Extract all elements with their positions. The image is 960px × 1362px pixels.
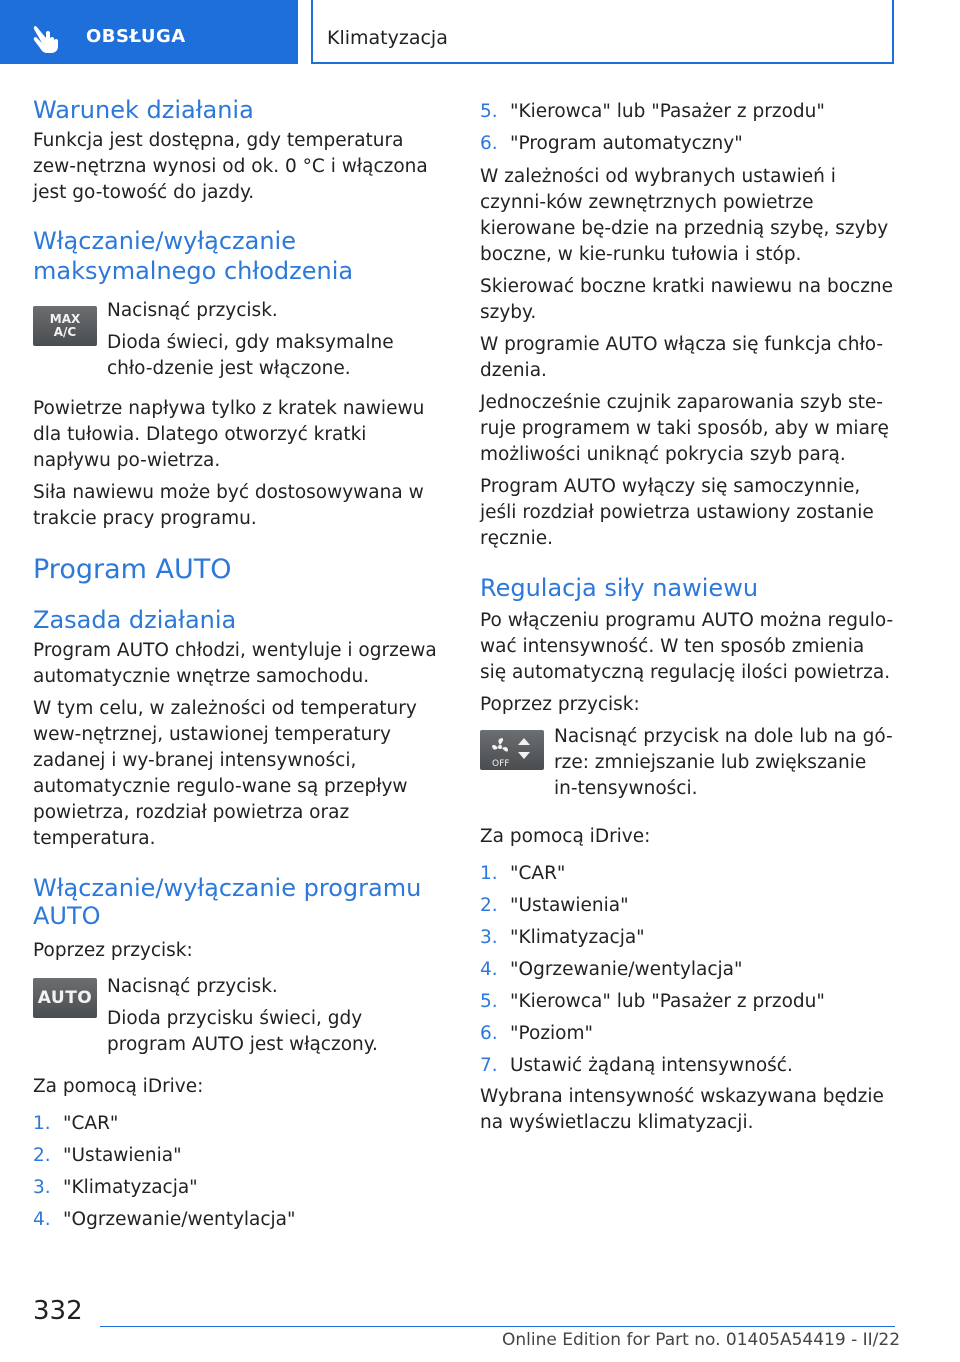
steps-list-continued: [480, 96, 895, 160]
max-ac-button-icon: [33, 306, 97, 346]
section-label: OBSŁUGA: [86, 26, 186, 47]
text-press-button: Nacisnąć przycisk.: [107, 300, 278, 321]
heading-regulacja: Regulacja siły nawiewu: [480, 574, 759, 602]
step-number: 5.: [480, 101, 498, 122]
text-air-flow: Powietrze napływa tylko z kratek nawiewu dla tułowia. Dlatego otworzyć kratki napływu po-wietrza.: [33, 398, 425, 471]
step-text: "Kierowca" lub "Pasażer z przodu": [510, 991, 825, 1012]
step-text: "Kierowca" lub "Pasażer z przodu": [510, 101, 825, 122]
step-text: "Program automatyczny": [510, 133, 743, 154]
list-item: [480, 128, 895, 160]
list-item: [33, 1140, 443, 1172]
list-item: [480, 922, 895, 954]
max-ac-key-line2: A/C: [53, 325, 77, 339]
step-text: "Ogrzewanie/wentylacja": [63, 1209, 296, 1230]
step-number: 5.: [480, 991, 498, 1012]
step-number: 3.: [33, 1177, 51, 1198]
step-text: "CAR": [63, 1113, 119, 1134]
step-text: "Poziom": [510, 1023, 594, 1044]
heading-program-auto: Program AUTO: [33, 554, 232, 585]
steps-list-left: [33, 1108, 443, 1236]
step-number: 6.: [480, 133, 498, 154]
step-number: 2.: [33, 1145, 51, 1166]
list-item: [480, 96, 895, 128]
text-zasada-2: W tym celu, w zależności od temperatury wew-nętrznej, ustawionej temperatury zadanej i wy-branej intensywności, automatycznie regulo-wane są przepływ powietrza, rozdział powietrza oraz temperatura.: [33, 698, 417, 849]
right-column: [480, 96, 895, 1136]
step-text: "Klimatyzacja": [510, 927, 645, 948]
auto-button-icon: [33, 978, 97, 1018]
fan-block: [480, 724, 895, 814]
text-warunek: Funkcja jest dostępna, gdy temperatura zew-nętrzna wynosi od ok. 0 °C i włączona jest go-towość do jazdy.: [33, 130, 428, 203]
list-item: [480, 890, 895, 922]
list-item: [480, 1018, 895, 1050]
list-item: [33, 1204, 443, 1236]
step-text: "CAR": [510, 863, 566, 884]
auto-key-label: AUTO: [37, 988, 93, 1008]
text-distribution: W zależności od wybranych ustawień i czynni-ków zewnętrznych powietrze kierowane bę-dzie na przednią szybę, szyby boczne, w kie-runku tułowia i stóp.: [480, 166, 889, 265]
step-text: "Ustawienia": [63, 1145, 182, 1166]
text-press-button-2: Nacisnąć przycisk.: [107, 976, 278, 997]
heading-zasada: Zasada działania: [33, 606, 237, 634]
list-item: [33, 1108, 443, 1140]
text-poprzez: Poprzez przycisk:: [33, 940, 193, 961]
max-ac-key-line1: MAX: [49, 312, 81, 326]
auto-block: [33, 966, 443, 1058]
text-fan-adjust: Siła nawiewu może być dostosowywana w trakcie pracy programu.: [33, 482, 424, 529]
step-text: "Klimatyzacja": [63, 1177, 198, 1198]
chapter-title: Klimatyzacja: [327, 27, 448, 49]
text-idrive: Za pomocą iDrive:: [33, 1076, 204, 1097]
left-column: [33, 96, 443, 1236]
hand-pointer-icon: [32, 24, 66, 54]
page-number: 332: [33, 1296, 83, 1326]
list-item: [480, 986, 895, 1018]
step-number: 7.: [480, 1055, 498, 1076]
step-text: "Ogrzewanie/wentylacja": [510, 959, 743, 980]
page-header: [0, 0, 960, 66]
list-item: [480, 858, 895, 890]
fan-button-icon: [480, 730, 544, 770]
text-reg-idrive: Za pomocą iDrive:: [480, 826, 651, 847]
steps-list-right: [480, 858, 895, 1082]
step-text: "Ustawienia": [510, 895, 629, 916]
maxac-block: [33, 292, 443, 382]
text-side-vents: Skierować boczne kratki nawiewu na boczne szyby.: [480, 276, 894, 323]
step-number: 1.: [33, 1113, 51, 1134]
text-reg-5: Wybrana intensywność wskazywana będzie na wyświetlaczu klimatyzacji.: [480, 1086, 884, 1133]
text-reg-2: Poprzez przycisk:: [480, 694, 640, 715]
chapter-header: [311, 0, 894, 64]
step-text: Ustawić żądaną intensywność.: [510, 1055, 793, 1076]
step-number: 2.: [480, 895, 498, 916]
footer-divider: [100, 1326, 895, 1327]
list-item: [33, 1172, 443, 1204]
text-fog-sensor: Jednocześnie czujnik zaparowania szyb ste-ruje programem w taki sposób, aby w miarę możliwości uniknąć pokrycia szyb parą.: [480, 392, 889, 465]
section-tab: [0, 0, 298, 64]
step-number: 4.: [33, 1209, 51, 1230]
text-diode-auto: Dioda przycisku świeci, gdy program AUTO jest włączony.: [107, 1008, 378, 1055]
heading-auto-onoff: Włączanie/wyłączanie programu AUTO: [33, 874, 422, 930]
heading-max-cooling: Włączanie/wyłączanie maksymalnego chłodzenia: [33, 227, 354, 285]
text-reg-1: Po włączeniu programu AUTO można regulo-wać intensywność. W ten sposób zmienia się automatyczną regulację ilości powietrza.: [480, 610, 894, 683]
step-number: 4.: [480, 959, 498, 980]
text-reg-3: Nacisnąć przycisk na dole lub na gó-rze: zmniejszanie lub zwiększanie in-tensywności.: [554, 726, 893, 799]
list-item: [480, 954, 895, 986]
text-zasada-1: Program AUTO chłodzi, wentyluje i ogrzewa automatycznie wnętrze samochodu.: [33, 640, 437, 687]
edition-note: Online Edition for Part no. 01405A54419 - II/22: [502, 1330, 901, 1350]
text-auto-off: Program AUTO wyłączy się samoczynnie, jeśli rozdział powietrza ustawiony zostanie ręcznie.: [480, 476, 874, 549]
text-cooling-on: W programie AUTO włącza się funkcja chło-dzenia.: [480, 334, 884, 381]
fan-arrows-icon: [480, 730, 544, 770]
text-diode-max-content: Dioda świeci, gdy maksymalne chło-dzenie jest włączone.: [107, 332, 394, 379]
fan-off-label: OFF: [492, 759, 510, 769]
step-number: 3.: [480, 927, 498, 948]
list-item: [480, 1050, 895, 1082]
step-number: 1.: [480, 863, 498, 884]
heading-warunek: Warunek działania: [33, 96, 254, 124]
step-number: 6.: [480, 1023, 498, 1044]
